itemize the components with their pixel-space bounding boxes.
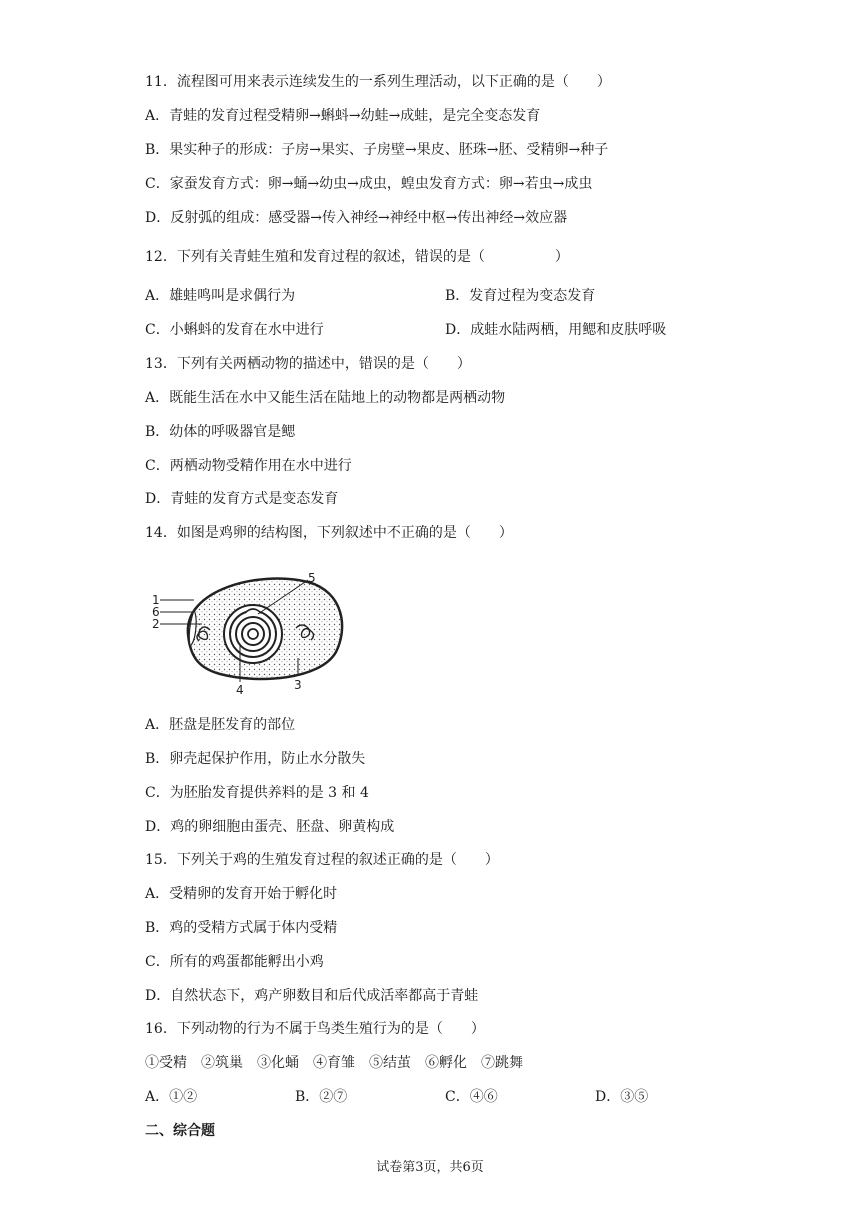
label-1: 1 bbox=[152, 593, 160, 607]
q16-option-a: A．①② bbox=[145, 1089, 198, 1105]
q14-stem: 14．如图是鸡卵的结构图，下列叙述中不正确的是（ ） bbox=[145, 525, 513, 541]
label-5: 5 bbox=[308, 571, 316, 585]
q15-option-a: A．受精卵的发育开始于孵化时 bbox=[145, 886, 338, 902]
q15-option-c: C．所有的鸡蛋都能孵出小鸡 bbox=[145, 954, 324, 970]
q16-stem: 16．下列动物的行为不属于鸟类生殖行为的是（ ） bbox=[145, 1021, 485, 1037]
q12-option-c: C．小蝌蚪的发育在水中进行 bbox=[145, 322, 324, 338]
q13-option-b: B．幼体的呼吸器官是鳃 bbox=[145, 424, 296, 440]
label-2: 2 bbox=[152, 617, 160, 631]
q11-stem: 11．流程图可用来表示连续发生的一系列生理活动，以下正确的是（ ） bbox=[145, 74, 611, 90]
q12-option-b: B．发育过程为变态发育 bbox=[445, 288, 596, 304]
q13-option-c: C．两栖动物受精作用在水中进行 bbox=[145, 458, 352, 474]
q16-items: ①受精 ②筑巢 ③化蛹 ④育雏 ⑤结茧 ⑥孵化 ⑦跳舞 bbox=[145, 1055, 523, 1071]
q13-stem: 13．下列有关两栖动物的描述中，错误的是（ ） bbox=[145, 356, 471, 372]
q16-option-b: B．②⑦ bbox=[295, 1089, 348, 1105]
chicken-egg-diagram bbox=[148, 568, 348, 696]
q12-option-d: D．成蛙水陆两栖，用鳃和皮肤呼吸 bbox=[445, 322, 667, 338]
q16-option-c: C．④⑥ bbox=[445, 1089, 498, 1105]
q11-option-b: B．果实种子的形成：子房→果实、子房壁→果皮、胚珠→胚、受精卵→种子 bbox=[145, 142, 609, 158]
label-3: 3 bbox=[294, 678, 302, 692]
q14-option-c: C．为胚胎发育提供养料的是 3 和 4 bbox=[145, 785, 369, 801]
q12-option-a: A．雄蛙鸣叫是求偶行为 bbox=[145, 288, 296, 304]
label-6: 6 bbox=[152, 605, 160, 619]
section-title: 二、综合题 bbox=[145, 1123, 215, 1139]
q12-stem: 12．下列有关青蛙生殖和发育过程的叙述，错误的是（ ） bbox=[145, 249, 569, 265]
q15-stem: 15．下列关于鸡的生殖发育过程的叙述正确的是（ ） bbox=[145, 852, 499, 868]
label-4: 4 bbox=[236, 683, 244, 696]
q14-option-b: B．卵壳起保护作用，防止水分散失 bbox=[145, 751, 366, 767]
q15-option-d: D．自然状态下，鸡产卵数目和后代成活率都高于青蛙 bbox=[145, 988, 479, 1004]
page-footer: 试卷第3页，共6页 bbox=[376, 1160, 484, 1175]
q13-option-a: A．既能生活在水中又能生活在陆地上的动物都是两栖动物 bbox=[145, 390, 506, 406]
q11-option-d: D．反射弧的组成：感受器→传入神经→神经中枢→传出神经→效应器 bbox=[145, 210, 568, 226]
q11-option-c: C．家蚕发育方式：卵→蛹→幼虫→成虫，蝗虫发育方式：卵→若虫→成虫 bbox=[145, 176, 593, 192]
yolk bbox=[224, 605, 282, 663]
q11-option-a: A．青蛙的发育过程受精卵→蝌蚪→幼蛙→成蛙，是完全变态发育 bbox=[145, 108, 541, 124]
q16-option-d: D．③⑤ bbox=[595, 1089, 649, 1105]
q14-option-d: D．鸡的卵细胞由蛋壳、胚盘、卵黄构成 bbox=[145, 819, 395, 835]
q15-option-b: B．鸡的受精方式属于体内受精 bbox=[145, 920, 338, 936]
q13-option-d: D．青蛙的发育方式是变态发育 bbox=[145, 491, 339, 507]
q14-option-a: A．胚盘是胚发育的部位 bbox=[145, 717, 296, 733]
